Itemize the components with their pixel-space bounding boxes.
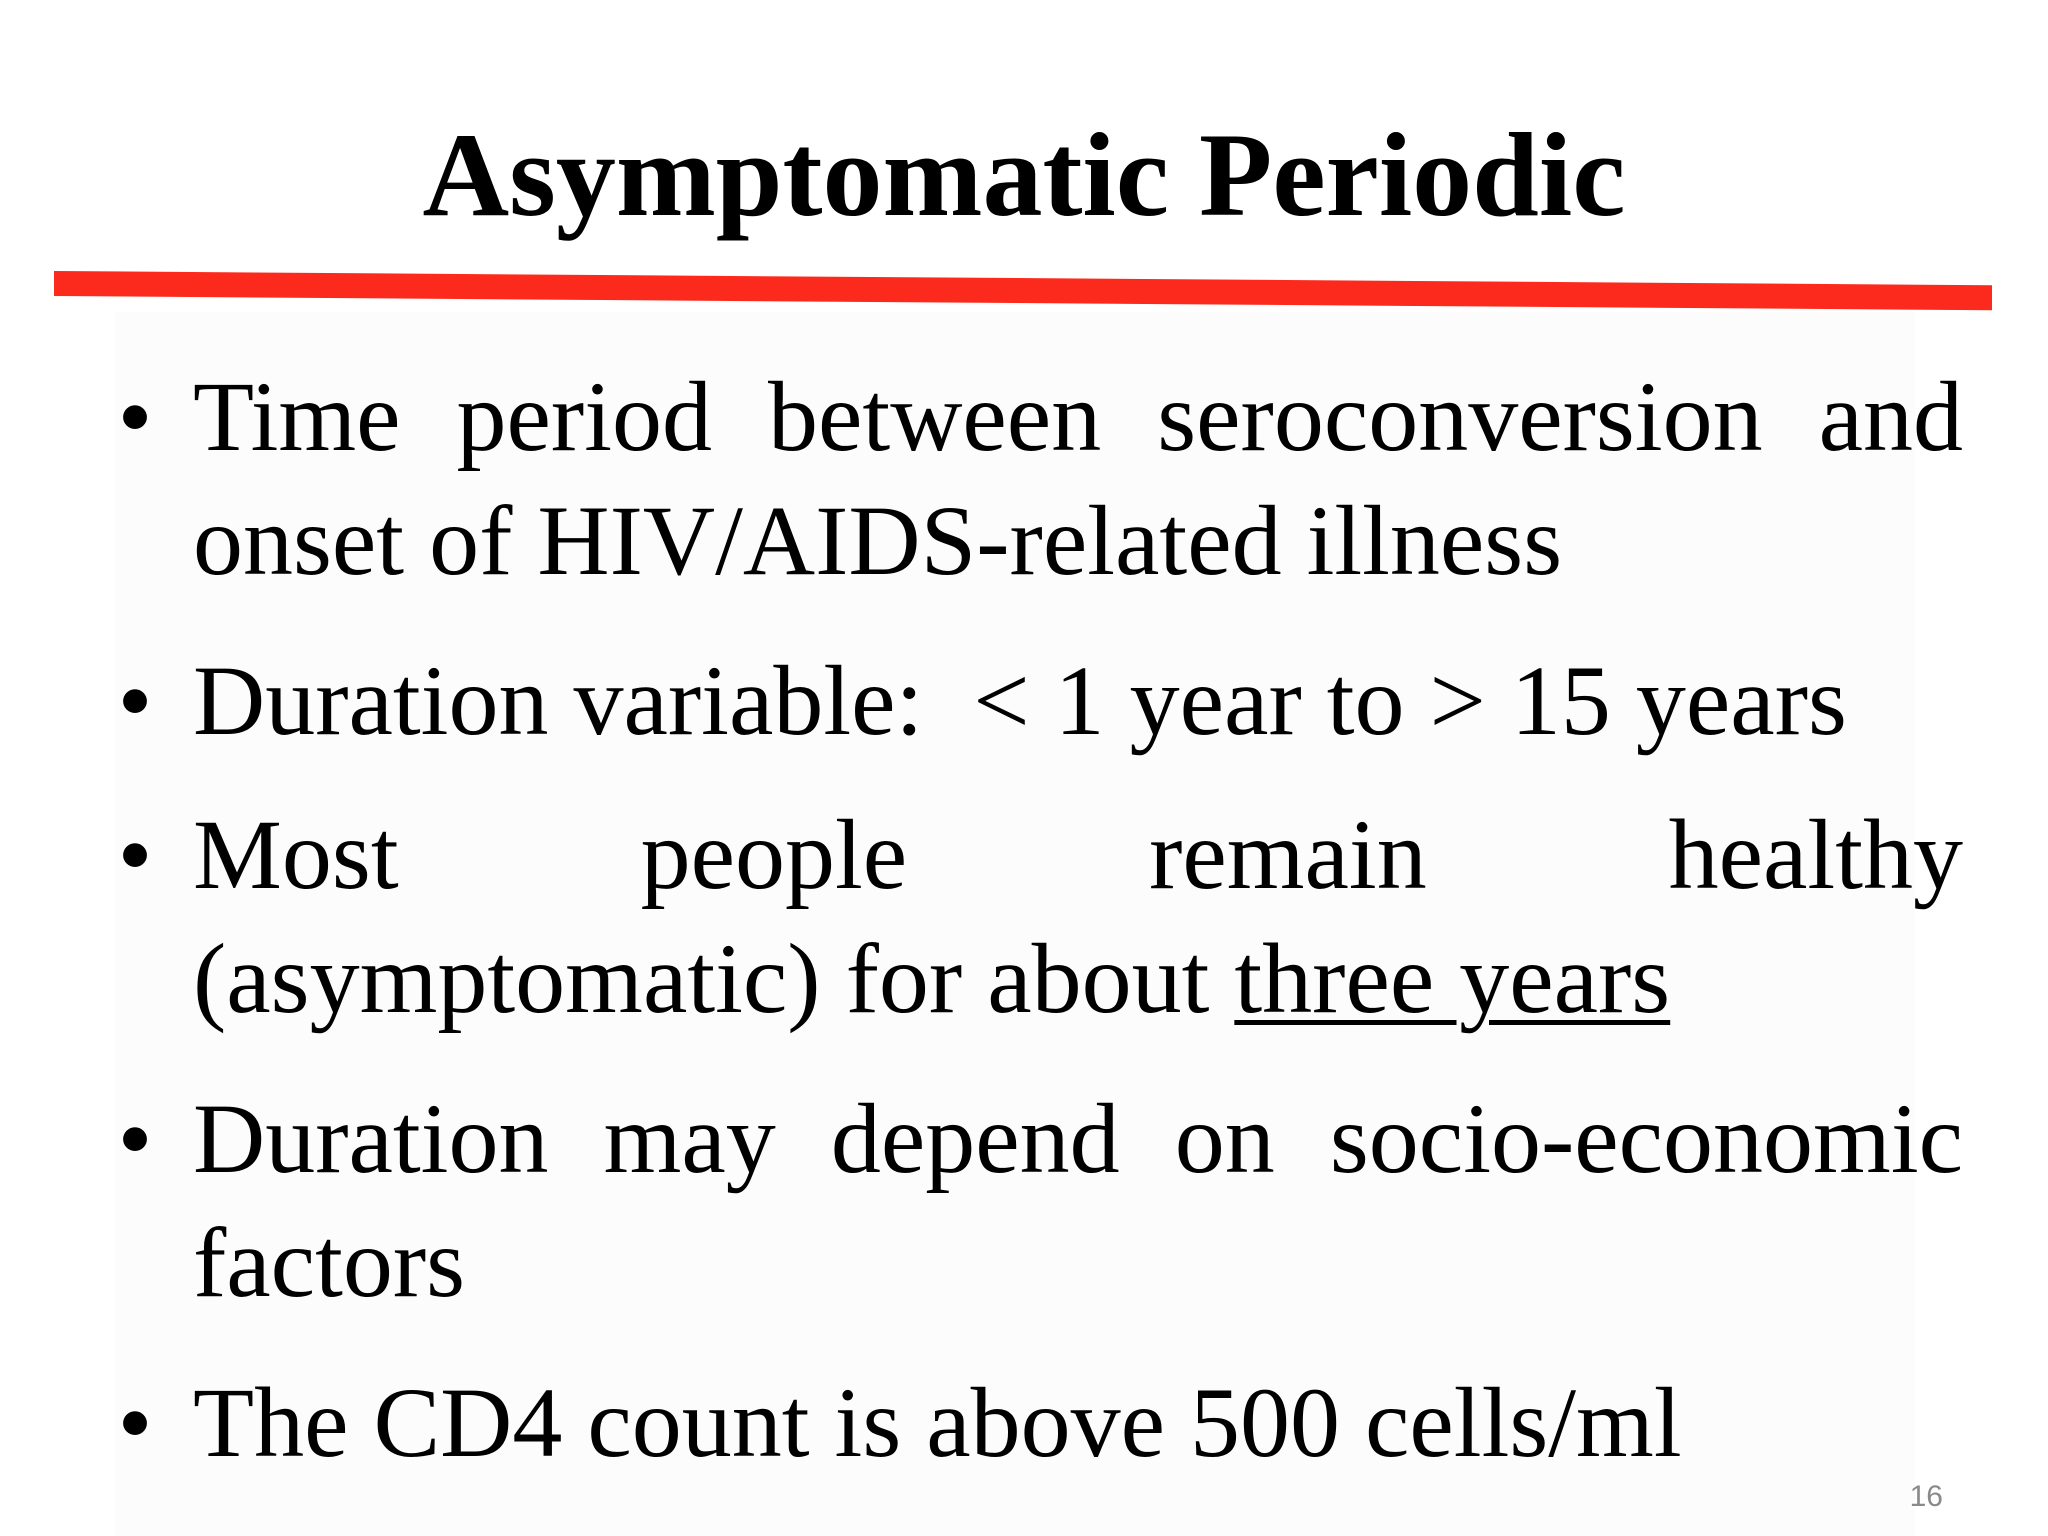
bullet-icon: •	[117, 1367, 153, 1478]
bullet-icon: •	[117, 799, 153, 910]
bullet-text: Duration variable: < 1 year to > 15 years	[193, 645, 1847, 756]
bullet-icon: •	[117, 361, 153, 472]
page-number: 16	[1909, 1480, 1943, 1513]
bullet-item	[105, 355, 1963, 603]
bullet-item	[105, 1077, 1963, 1325]
bullet-item	[105, 639, 1963, 763]
bullet-text: Time period between seroconversion and onset of HIV/AIDS-related illness	[193, 361, 1963, 596]
slide-title: Asymptomatic Periodic	[422, 108, 1626, 241]
bullet-item	[105, 1361, 1963, 1485]
bullet-text: Most people remain healthy (asymptomatic) for about	[193, 799, 1963, 1034]
bullet-list	[105, 355, 1963, 1515]
title-underline-rule	[54, 271, 1992, 310]
bullet-item	[105, 793, 1963, 1041]
bullet-emphasis-text: three years	[1234, 923, 1671, 1034]
bullet-text: Duration may depend on socio-economic factors	[193, 1083, 1963, 1318]
bullet-text: The CD4 count is above 500 cells/ml	[193, 1367, 1682, 1478]
bullet-icon: •	[117, 645, 153, 756]
bullet-icon: •	[117, 1083, 153, 1194]
